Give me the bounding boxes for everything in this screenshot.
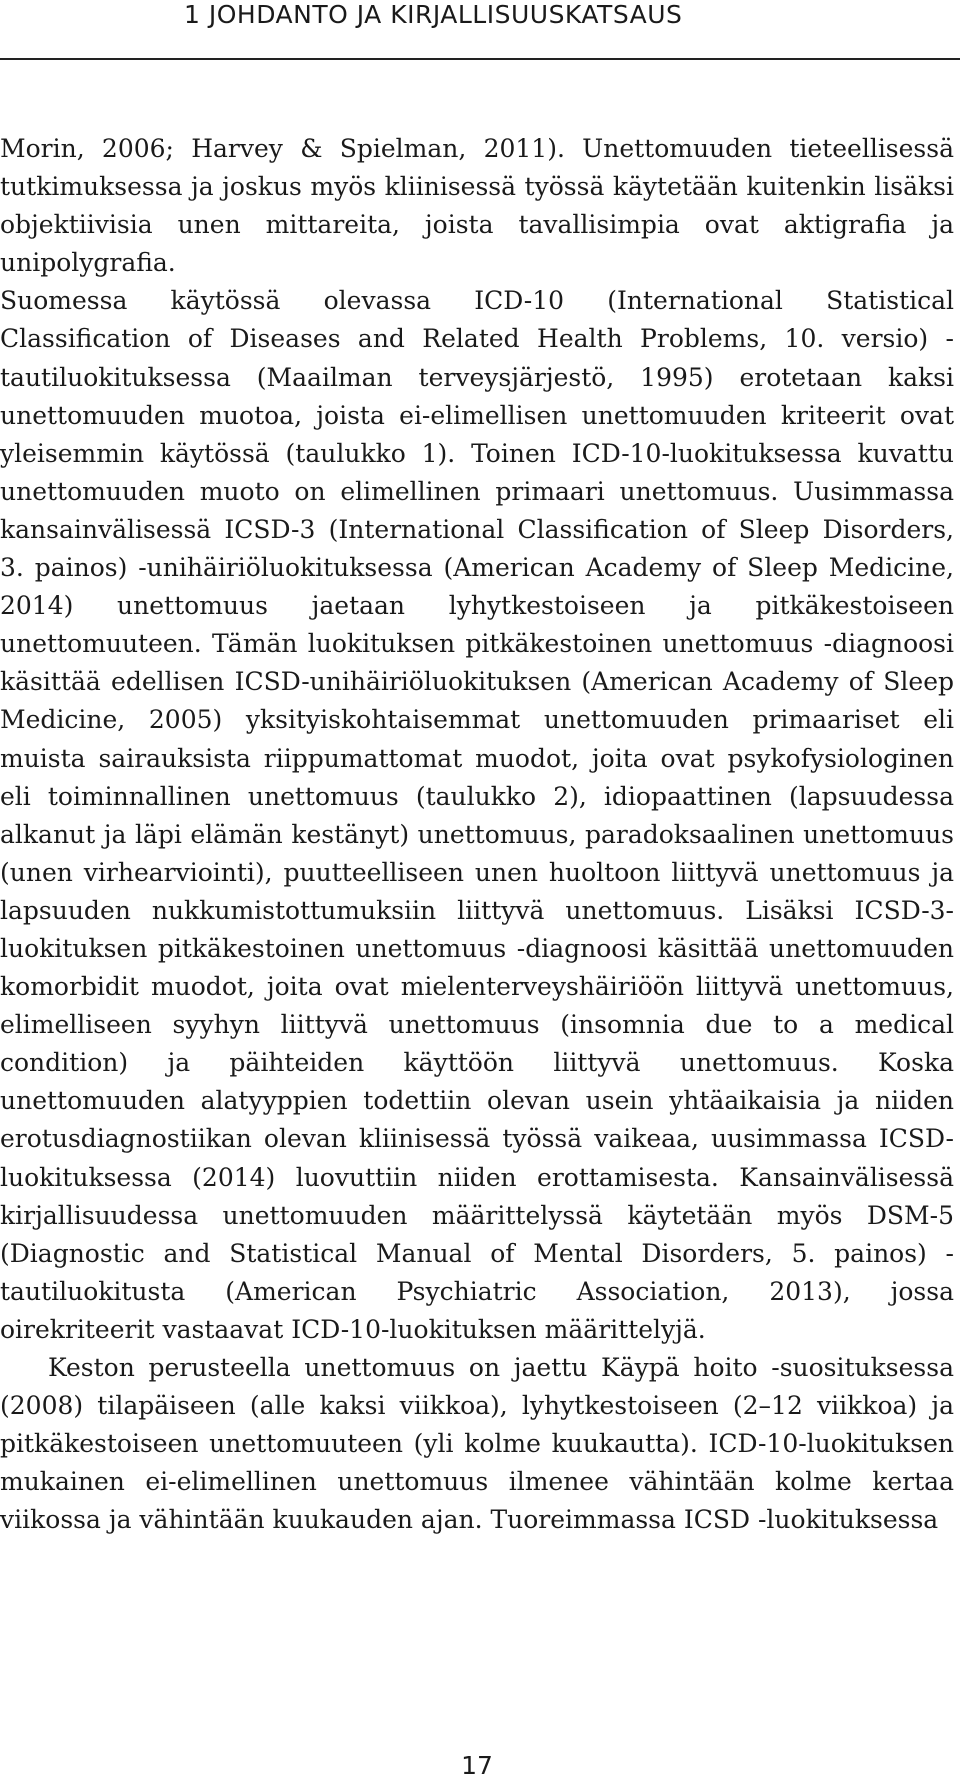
paragraph-classification: Suomessa käytössä olevassa ICD-10 (International Statistical Classification of Diseases and Related Health Problems, 10. versio) -tautiluokituksessa (Maailman terveysjärjestö, 1995) erotetaan kaksi unettomuuden muotoa, joista ei-elimellisen unettomuuden kriteerit ovat yleisemmin käytössä (taulukko 1). Toinen ICD-10-luokituksessa kuvattu unettomuuden muoto on elimellinen primaari unettomuus. Uusimmassa kansainvälisessä ICSD-3 (International Classification of Sleep Disorders, 3. painos) -unihäiriöluokituksessa (American Academy of Sleep Medicine, 2014) unettomuus jaetaan lyhytkestoiseen ja pitkäkestoiseen unettomuuteen. Tämän luokituksen pitkäkestoinen unettomuus -diagnoosi käsittää edellisen ICSD-unihäiriöluokituksen (American Academy of Sleep Medicine, 2005) yksityiskohtaisemmat unettomuuden primaariset eli muista sairauksista riippumattomat muodot, joita ovat psykofysiologinen eli toiminnallinen unettomuus (taulukko 2), idiopaattinen (lapsuudessa alkanut ja läpi elämän kestänyt) unettomuus, paradoksaalinen unettomuus (unen virhearviointi), puutteelliseen unen huoltoon liittyvä unettomuus ja lapsuuden nukkumistottumuksiin liittyvä unettomuus. Lisäksi ICSD-3-luokituksen pitkäkestoinen unettomuus -diagnoosi käsittää unettomuuden komorbidit muodot, joita ovat mielenterveyshäiriöön liittyvä unettomuus, elimelliseen syyhyn liittyvä unettomuus (insomnia due to a medical condition) ja päihteiden käyttöön liittyvä unettomuus. Koska unettomuuden alatyyppien todettiin olevan usein yhtäaikaisia ja niiden erotusdiagnostiikan olevan kliinisessä työssä vaikeaa, uusimmassa ICSD-luokituksessa (2014) luovuttiin niiden erottamisesta. Kansainvälisessä kirjallisuudessa unettomuuden määrittelyssä käytetään myös DSM-5 (Diagnostic and Statistical Manual of Mental Disorders, 5. painos) -tautiluokitusta (American Psychiatric Association, 2013), jossa oirekriteerit vastaavat ICD-10-luokituksen määrittelyjä. [0, 286, 954, 1344]
page-number: 17 [461, 1751, 493, 1780]
header-rule [0, 58, 960, 60]
paragraph-continuation: Morin, 2006; Harvey & Spielman, 2011). Unettomuuden tieteellisessä tutkimuksessa ja joskus myös kliinisessä työssä käytetään kuitenkin lisäksi objektiivisia unen mittareita, joista tavallisimpia ovat aktigrafia ja unipolygrafia. [0, 134, 954, 278]
body-text [0, 130, 954, 1539]
running-header: 1 JOHDANTO JA KIRJALLISUUSKATSAUS [184, 0, 683, 29]
paragraph-duration: Keston perusteella unettomuus on jaettu Käypä hoito -suosituksessa (2008) tilapäiseen (alle kaksi viikkoa), lyhytkestoiseen (2–12 viikkoa) ja pitkäkestoiseen unettomuuteen (yli kolme kuukautta). ICD-10-luokituksen mukainen ei-elimellinen unettomuus ilmenee vähintään kolme kertaa viikossa ja vähintään kuukauden ajan. Tuoreimmassa ICSD -luokituksessa [0, 1353, 954, 1535]
